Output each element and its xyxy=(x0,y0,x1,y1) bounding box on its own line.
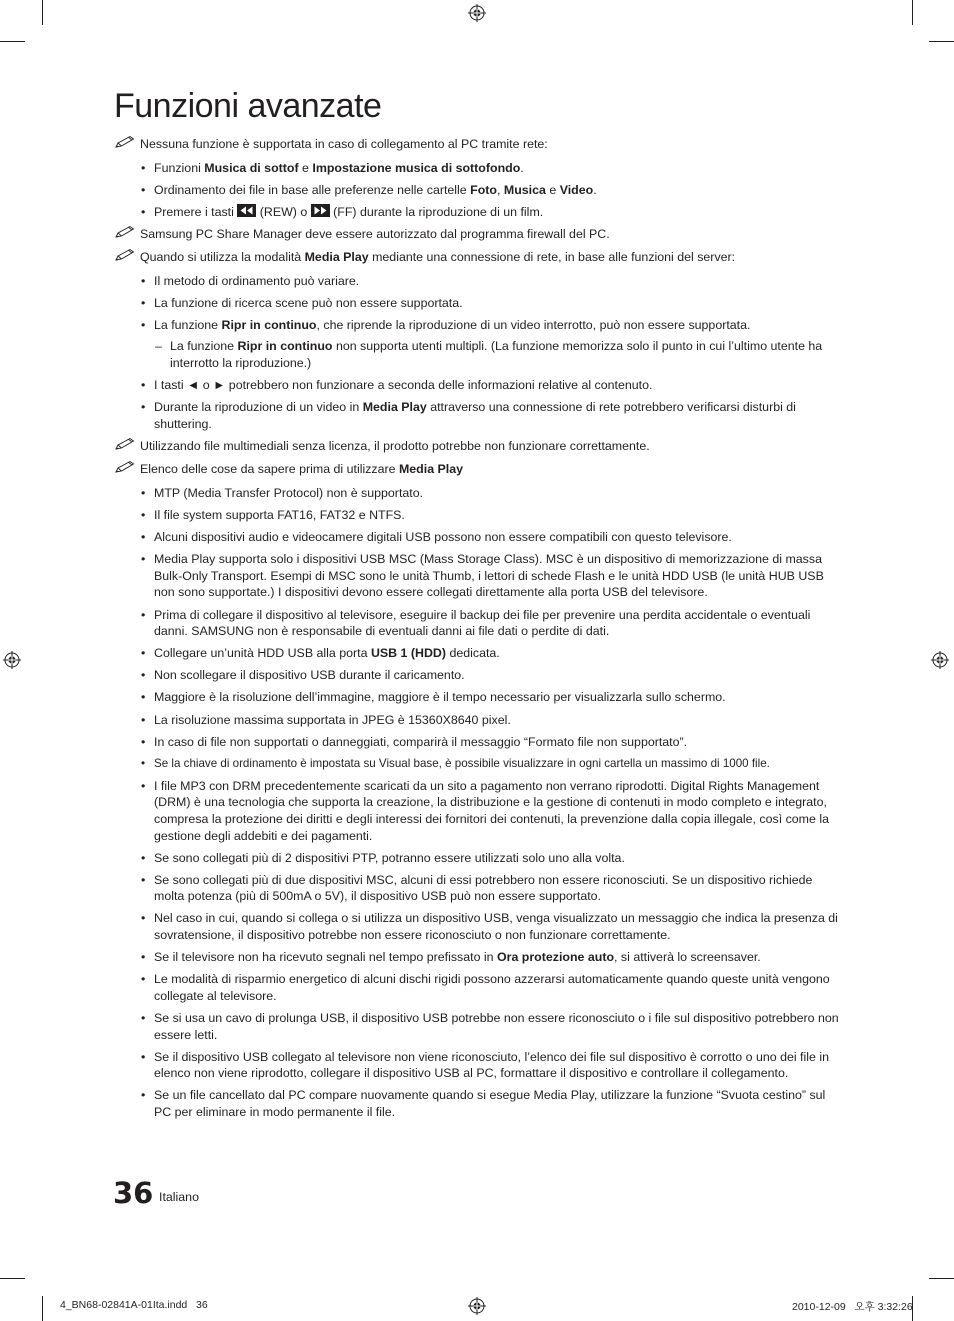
footer-timestamp: 2010-12-09 오후 3:32:26 xyxy=(792,1301,913,1313)
bullet-item xyxy=(114,1049,840,1082)
bullet-icon: • xyxy=(141,607,146,622)
bullet-text: Non scollegare il dispositivo USB durante il caricamento. xyxy=(154,668,465,683)
note-text: Utilizzando file multimediali senza licenza, il prodotto potrebbe non funzionare correttamente. xyxy=(140,438,650,453)
crop-mark xyxy=(912,0,913,25)
bullet-icon: • xyxy=(141,486,146,500)
bullet-icon: • xyxy=(141,530,146,545)
bullet-text: Se il dispositivo USB collegato al televisore non viene riconosciuto, l’elenco dei file sul dispositivo è corrotto o uno dei file in elenco non viene riprodotto, collegare il dispositivo USB al PC, formattare il dispositivo e controllare il collegamento. xyxy=(154,1049,829,1081)
pencil-note-icon xyxy=(114,437,136,451)
bullet-text: Durante la riproduzione di un video in Media Play attraverso una connessione di rete potrebbero verificarsi disturbi di shuttering. xyxy=(154,400,796,431)
dash-text: La funzione Ripr in continuo non supporta utenti multipli. (La funzione memorizza solo il punto in cui l’ultimo utente ha interrotto la riproduzione.) xyxy=(170,339,823,370)
bullet-text: In caso di file non supportati o danneggiati, comparirà il messaggio “Formato file non supportato”. xyxy=(154,734,688,749)
bullet-text: Prima di collegare il dispositivo al televisore, eseguire il backup dei file per prevenire una perdita accidentale o eventuali danni. SAMSUNG non è responsabile di eventuali danni ai file dati o perdite di dati. xyxy=(154,607,811,639)
bullet-text: Premere i tasti (REW) o (FF) durante la riproduzione di un film. xyxy=(154,204,544,219)
note-text: Quando si utilizza la modalità Media Play mediante una connessione di rete, in base alle funzioni del server: xyxy=(140,250,736,265)
bullet-text: Se sono collegati più di due dispositivi MSC, alcuni di essi potrebbero non essere riconosciuti. Se un dispositivo richiede molta potenza (più di 500mA o 5V), il dispositivo USB può non essere supportato. xyxy=(154,872,813,904)
bullet-icon: • xyxy=(141,690,146,705)
bullet-icon: • xyxy=(141,400,146,415)
bullet-icon: • xyxy=(141,1088,146,1103)
bullet-icon: • xyxy=(141,972,146,987)
bullet-icon: • xyxy=(141,872,146,887)
pencil-note-icon xyxy=(114,225,136,239)
bullet-text: Ordinamento dei file in base alle preferenze nelle cartelle Foto, Musica e Video. xyxy=(154,182,597,197)
bullet-icon: • xyxy=(141,756,146,770)
bullet-item xyxy=(114,872,840,905)
registration-mark-icon xyxy=(931,651,949,669)
registration-mark-icon xyxy=(3,651,21,669)
bullet-text: Collegare un’unità HDD USB alla porta USB 1 (HDD) dedicata. xyxy=(154,646,500,661)
bullet-item xyxy=(114,295,840,312)
note-text: Samsung PC Share Manager deve essere autorizzato dal programma firewall del PC. xyxy=(140,226,610,241)
bullet-text: Se si usa un cavo di prolunga USB, il dispositivo USB potrebbe non essere riconosciuto o i file sul dispositivo potrebbero non essere letti. xyxy=(154,1010,839,1042)
bullet-icon: • xyxy=(141,508,146,523)
pencil-note-icon xyxy=(114,248,136,262)
note-item xyxy=(114,249,840,266)
page-language: Italiano xyxy=(159,1190,199,1204)
crop-mark xyxy=(929,1278,954,1279)
crop-mark xyxy=(42,0,43,25)
bullet-text: Alcuni dispositivi audio e videocamere digitali USB possono non essere compatibili con questo televisore. xyxy=(154,530,732,545)
dash-icon: – xyxy=(155,339,162,354)
bullet-icon: • xyxy=(141,850,146,865)
bullet-text: La risoluzione massima supportata in JPEG è 15360X8640 pixel. xyxy=(154,712,511,727)
rewind-button-icon xyxy=(237,204,256,217)
bullet-icon: • xyxy=(141,160,146,175)
registration-mark-icon xyxy=(468,1297,486,1315)
bullet-text: Se il televisore non ha ricevuto segnali nel tempo prefissato in Ora protezione auto, si attiverà lo screensaver. xyxy=(154,950,761,965)
bullet-text: Funzioni Musica di sottof e Impostazione musica di sottofondo. xyxy=(154,160,524,175)
bullet-text: Le modalità di risparmio energetico di alcuni dischi rigidi possono azzerarsi automaticamente quando queste unità vengono collegate al televisore. xyxy=(154,972,830,1003)
bullet-item xyxy=(114,399,840,432)
bullet-icon: • xyxy=(141,1049,146,1064)
bullet-icon: • xyxy=(141,552,146,567)
bullet-icon: • xyxy=(141,296,146,311)
bullet-text: MTP (Media Transfer Protocol) non è supportato. xyxy=(154,486,424,500)
bullet-item xyxy=(114,204,840,221)
bullet-item xyxy=(114,756,840,773)
pencil-note-icon xyxy=(114,135,136,149)
bullet-item xyxy=(114,645,840,662)
bullet-item xyxy=(114,949,840,966)
bullet-item xyxy=(114,182,840,199)
bullet-item xyxy=(114,273,840,290)
bullet-item xyxy=(114,667,840,684)
bullet-icon: • xyxy=(141,668,146,683)
bullet-icon: • xyxy=(141,182,146,197)
bullet-text: Il file system supporta FAT16, FAT32 e NTFS. xyxy=(154,508,405,523)
page-title: Funzioni avanzate xyxy=(114,87,382,125)
footer-file-info: 4_BN68-02841A-01Ita.indd 36 xyxy=(60,1299,208,1311)
bullet-text: Se un file cancellato dal PC compare nuovamente quando si esegue Media Play, utilizzare la funzione “Svuota cestino” sul PC per eliminare in modo permanente il file. xyxy=(154,1088,826,1119)
content-body xyxy=(114,136,840,1126)
page-number: 36 xyxy=(113,1176,154,1210)
bullet-text: Se sono collegati più di 2 dispositivi PTP, potranno essere utilizzati solo uno alla volta. xyxy=(154,850,625,865)
bullet-item xyxy=(114,971,840,1004)
bullet-item xyxy=(114,1010,840,1043)
note-text: Elenco delle cose da sapere prima di utilizzare Media Play xyxy=(140,462,464,477)
bullet-icon: • xyxy=(141,712,146,727)
bullet-icon: • xyxy=(141,778,146,793)
bullet-icon: • xyxy=(141,378,146,393)
bullet-item xyxy=(114,734,840,751)
bullet-item xyxy=(114,778,840,844)
bullet-text: Nel caso in cui, quando si collega o si utilizza un dispositivo USB, venga visualizzato un messaggio che indica la presenza di sovratensione, il dispositivo potrebbe non essere riconosciuto o non funzionare correttamente. xyxy=(154,911,838,943)
registration-mark-icon xyxy=(468,4,486,22)
fast-forward-button-icon xyxy=(311,204,330,217)
bullet-text: La funzione Ripr in continuo, che riprende la riproduzione di un video interrotto, può non essere supportata. xyxy=(154,318,751,333)
bullet-item xyxy=(114,529,840,546)
bullet-icon: • xyxy=(141,646,146,661)
bullet-text: Maggiore è la risoluzione dell’immagine, maggiore è il tempo necessario per visualizzarla sullo schermo. xyxy=(154,690,726,705)
bullet-icon: • xyxy=(141,911,146,926)
bullet-text: I file MP3 con DRM precedentemente scaricati da un sito a pagamento non verrano riprodotti. Digital Rights Management (DRM) è una tecnologia che supporta la creazione, la distribuzione e la gestione di contenuti in modo completo e integrato, compresa la protezione dei diritti e degli interessi dei fornitori dei contenuti, la prevenzione dalla copia illegale, così come la gestione degli addebiti e dei pagamenti. xyxy=(154,778,829,843)
dash-item xyxy=(114,338,840,371)
bullet-item xyxy=(114,377,840,394)
crop-mark xyxy=(0,41,25,42)
note-item xyxy=(114,136,840,153)
crop-mark xyxy=(42,1296,43,1321)
note-item xyxy=(114,438,840,455)
bullet-text: Se la chiave di ordinamento è impostata su Visual base, è possibile visualizzare in ogni cartella un massimo di 1000 file. xyxy=(154,756,770,770)
bullet-icon: • xyxy=(141,318,146,333)
bullet-item xyxy=(114,160,840,177)
bullet-icon: • xyxy=(141,274,146,289)
bullet-item xyxy=(114,850,840,867)
bullet-text: I tasti ◄ o ► potrebbero non funzionare a seconda delle informazioni relative al contenuto. xyxy=(154,378,653,393)
bullet-item xyxy=(114,507,840,524)
note-text: Nessuna funzione è supportata in caso di collegamento al PC tramite rete: xyxy=(140,137,548,151)
bullet-icon: • xyxy=(141,734,146,749)
bullet-item xyxy=(114,712,840,729)
bullet-item xyxy=(114,689,840,706)
bullet-text: La funzione di ricerca scene può non essere supportata. xyxy=(154,296,463,311)
note-item xyxy=(114,226,840,243)
bullet-item xyxy=(114,910,840,943)
bullet-text: Media Play supporta solo i dispositivi USB MSC (Mass Storage Class). MSC è un dispositivo di memorizzazione di massa Bulk-Only Transport. Esempi di MSC sono le unità Thumb, i lettori di schede Flash e le unità HDD USB (le unità HUB USB non sono supportate.) I dispositivi devono essere collegati direttamente alla porta USB del televisore. xyxy=(154,552,824,600)
bullet-icon: • xyxy=(141,1010,146,1025)
bullet-text: Il metodo di ordinamento può variare. xyxy=(154,274,360,289)
pencil-note-icon xyxy=(114,460,136,474)
bullet-item xyxy=(114,551,840,601)
note-item xyxy=(114,461,840,478)
bullet-icon: • xyxy=(141,950,146,965)
bullet-item xyxy=(114,485,840,502)
crop-mark xyxy=(929,41,954,42)
bullet-item xyxy=(114,607,840,640)
bullet-item xyxy=(114,317,840,334)
crop-mark xyxy=(0,1278,25,1279)
bullet-item xyxy=(114,1087,840,1120)
bullet-icon: • xyxy=(141,204,146,219)
